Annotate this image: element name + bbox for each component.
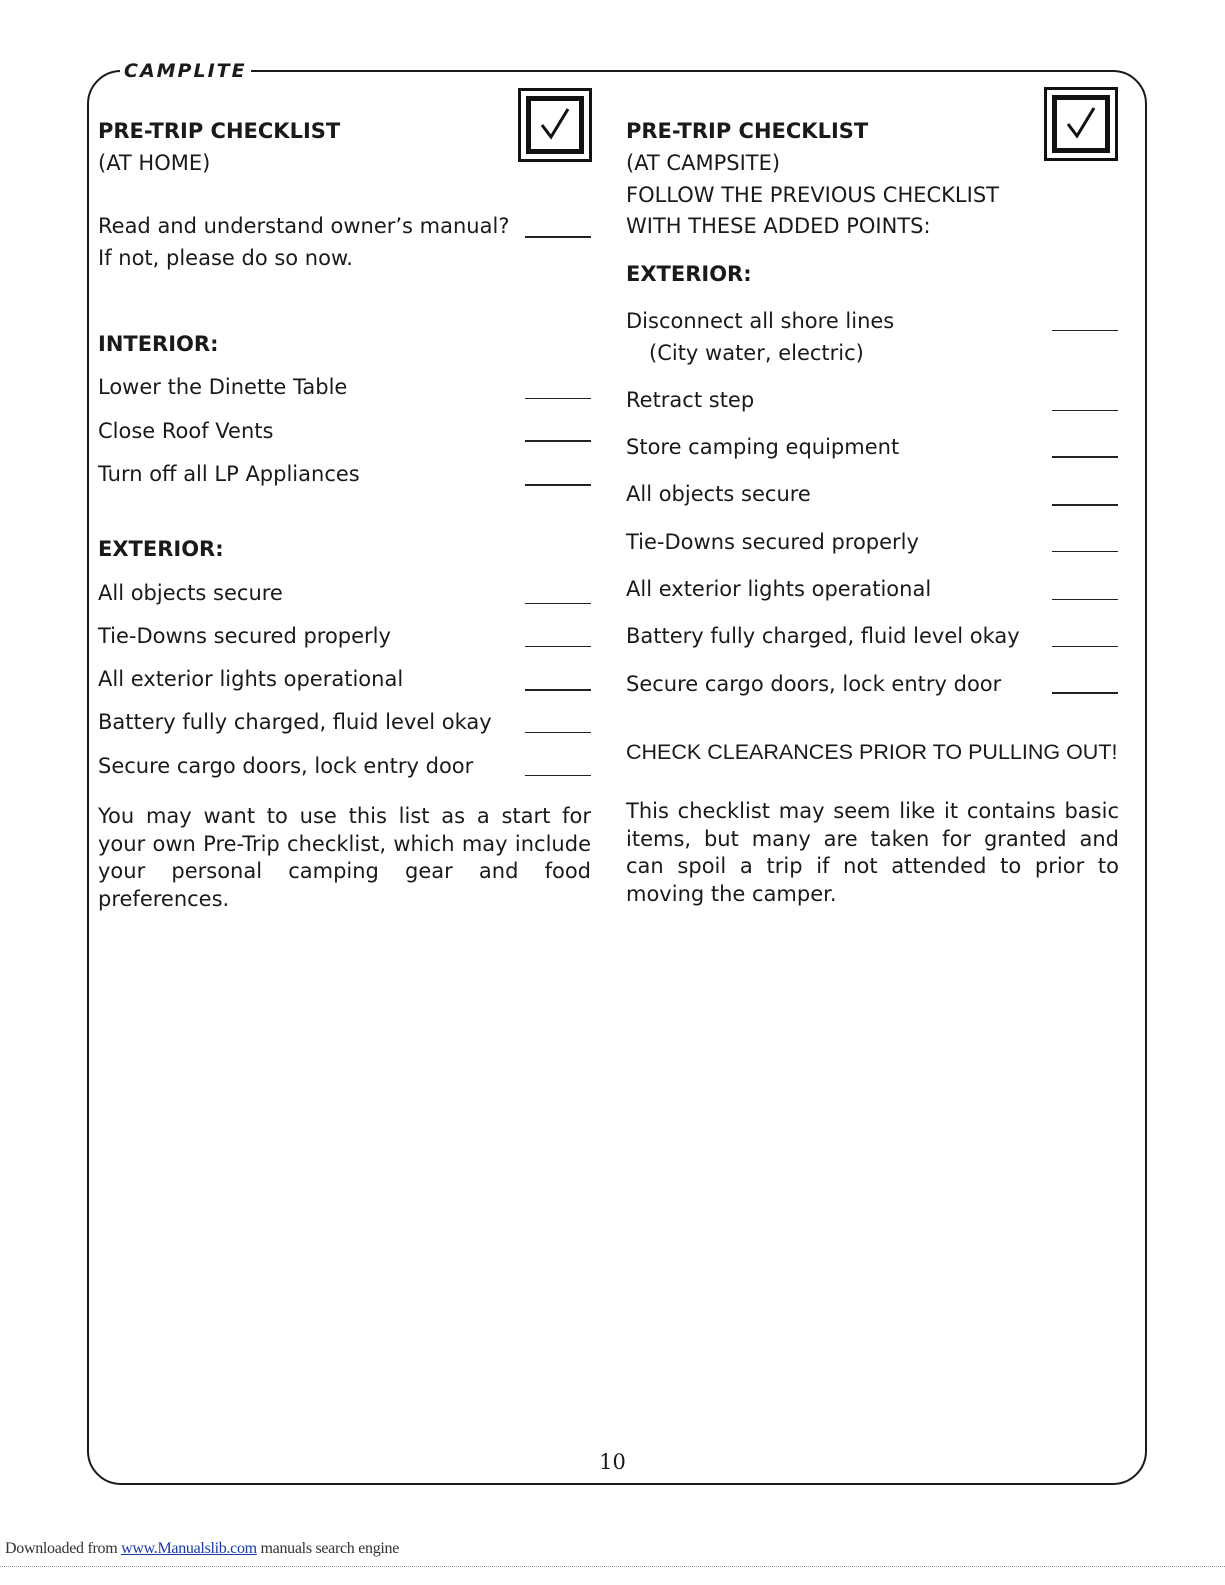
list-item: Lower the Dinette Table xyxy=(98,375,348,399)
manualslib-link[interactable]: www.Manualslib.com xyxy=(121,1540,257,1557)
checkmark-box-icon xyxy=(518,88,592,162)
page-number: 10 xyxy=(599,1450,626,1474)
list-item: All objects secure xyxy=(98,581,283,605)
check-line[interactable] xyxy=(525,398,591,399)
clearance-warning: CHECK CLEARANCES PRIOR TO PULLING OUT! xyxy=(626,740,1118,764)
check-line[interactable] xyxy=(1052,551,1118,552)
check-line[interactable] xyxy=(525,603,591,604)
check-line[interactable] xyxy=(525,775,591,776)
check-line[interactable] xyxy=(1052,330,1118,331)
list-item: Store camping equipment xyxy=(626,435,900,459)
download-footer xyxy=(5,1540,399,1558)
list-item: Battery fully charged, fluid level okay xyxy=(626,624,1020,648)
interior-heading: INTERIOR: xyxy=(98,332,219,356)
list-item: Disconnect all shore lines xyxy=(626,309,895,333)
list-item: All exterior lights operational xyxy=(98,667,404,691)
check-line[interactable] xyxy=(1052,410,1118,411)
check-line[interactable] xyxy=(525,236,591,238)
list-item: All objects secure xyxy=(626,482,811,506)
checkmark-box-icon xyxy=(1044,87,1118,161)
check-line[interactable] xyxy=(1052,599,1118,600)
check-line[interactable] xyxy=(525,646,591,647)
checklist-title: PRE-TRIP CHECKLIST xyxy=(626,119,869,143)
checklist-subtitle: (AT CAMPSITE) xyxy=(626,151,781,175)
brand-logo-text: CAMPLITE xyxy=(120,60,251,82)
intro-line: FOLLOW THE PREVIOUS CHECKLIST xyxy=(626,183,999,207)
check-line[interactable] xyxy=(525,484,591,486)
list-item: Secure cargo doors, lock entry door xyxy=(98,754,474,778)
exterior-heading: EXTERIOR: xyxy=(626,262,752,286)
footer-divider xyxy=(0,1566,1225,1567)
check-line[interactable] xyxy=(525,732,591,733)
footer-prefix: Downloaded from xyxy=(5,1540,122,1557)
check-line[interactable] xyxy=(1052,504,1118,506)
list-item: Tie-Downs secured properly xyxy=(98,624,391,648)
manual-instruction: If not, please do so now. xyxy=(98,246,353,270)
check-line[interactable] xyxy=(525,440,591,442)
list-item: Retract step xyxy=(626,388,755,412)
check-line[interactable] xyxy=(525,689,591,691)
checklist-subtitle: (AT HOME) xyxy=(98,151,211,175)
list-item: Tie-Downs secured properly xyxy=(626,530,919,554)
check-line[interactable] xyxy=(1052,456,1118,458)
list-item: Turn off all LP Appliances xyxy=(98,462,360,486)
list-item: All exterior lights operational xyxy=(626,577,932,601)
list-item: Close Roof Vents xyxy=(98,419,274,443)
checklist-title: PRE-TRIP CHECKLIST xyxy=(98,119,341,143)
manual-question: Read and understand owner’s manual? xyxy=(98,214,510,238)
check-line[interactable] xyxy=(1052,646,1118,647)
list-item: Battery fully charged, fluid level okay xyxy=(98,710,492,734)
left-note: You may want to use this list as a start for your own Pre-Trip checklist, which may include your personal camping gear and food preferences. xyxy=(98,804,591,911)
list-item-detail: (City water, electric) xyxy=(649,341,864,365)
intro-line: WITH THESE ADDED POINTS: xyxy=(626,214,931,238)
exterior-heading: EXTERIOR: xyxy=(98,537,224,561)
check-line[interactable] xyxy=(1052,692,1118,694)
footer-suffix: manuals search engine xyxy=(256,1540,400,1557)
right-note: This checklist may seem like it contains basic items, but many are taken for granted and can spoil a trip if not attended to prior to moving the camper. xyxy=(626,799,1119,906)
list-item: Secure cargo doors, lock entry door xyxy=(626,672,1002,696)
